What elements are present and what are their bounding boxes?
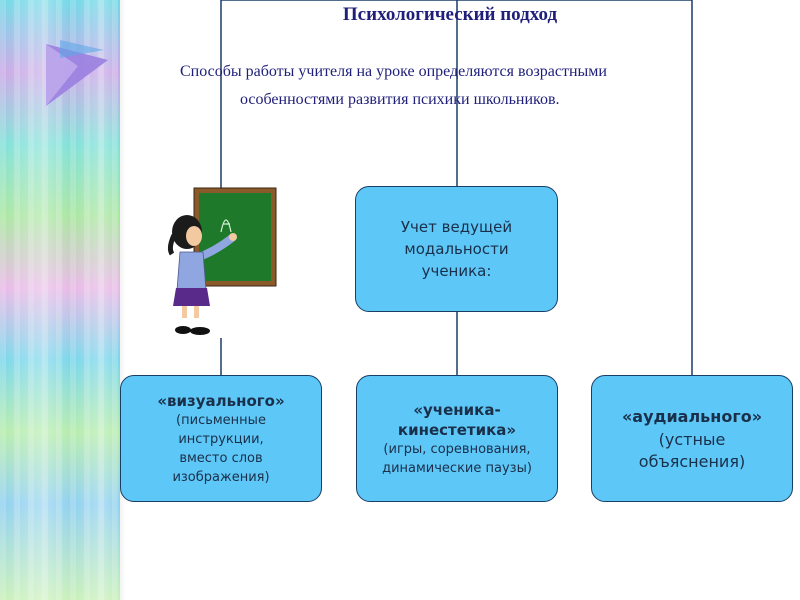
kinesthetic-modality-box bbox=[356, 375, 558, 502]
page-title: Психологический подход bbox=[342, 4, 558, 25]
kinesthetic-modality-title-1: «ученика- bbox=[413, 400, 501, 419]
visual-modality-desc-4: изображения) bbox=[172, 469, 270, 485]
visual-modality-desc-3: вместо слов bbox=[179, 450, 263, 466]
center-node-line-2: модальности bbox=[404, 240, 509, 258]
page-subtitle bbox=[160, 58, 780, 114]
kinesthetic-modality-desc-2: динамические паузы) bbox=[382, 460, 532, 476]
kinesthetic-modality-desc-1: (игры, соревнования, bbox=[383, 441, 531, 457]
center-node-line-3: ученика: bbox=[421, 262, 492, 280]
visual-modality-desc-1: (письменные bbox=[176, 412, 266, 428]
center-node-box bbox=[355, 186, 558, 312]
girl-at-chalkboard-illustration bbox=[170, 188, 276, 335]
audial-modality-title: «аудиального» bbox=[621, 406, 763, 426]
visual-modality-box bbox=[120, 375, 322, 502]
audial-modality-box bbox=[591, 375, 793, 502]
subtitle-line-1: Способы работы учителя на уроке определяются возрастными bbox=[180, 63, 607, 80]
subtitle-line-2: особенностями развития психики школьников. bbox=[240, 91, 560, 108]
visual-modality-desc-2: инструкции, bbox=[178, 431, 264, 447]
center-node-line-1: Учет ведущей bbox=[400, 218, 513, 236]
audial-modality-desc-2: объяснения) bbox=[638, 451, 746, 471]
play-triangle-icon bbox=[46, 40, 108, 106]
kinesthetic-modality-title-2: кинестетика» bbox=[397, 420, 517, 439]
visual-modality-title: «визуального» bbox=[157, 391, 285, 410]
audial-modality-desc-1: (устные bbox=[658, 429, 726, 449]
